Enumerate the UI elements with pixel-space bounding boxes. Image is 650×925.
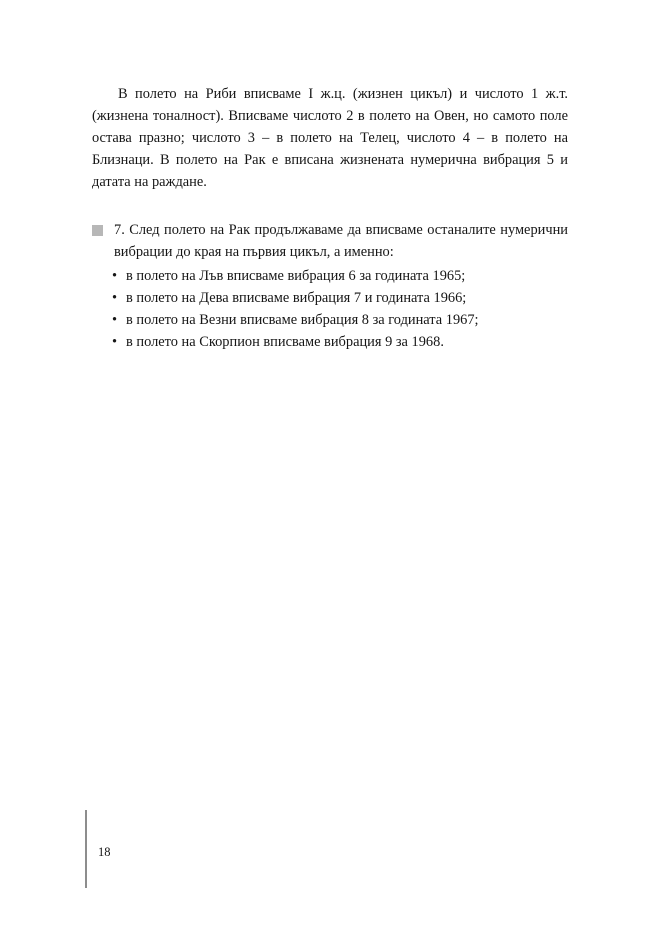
- list-item-label: в полето на Скорпион вписваме вибрация 9 за 1968.: [126, 333, 444, 350]
- list-item-label: в полето на Везни вписваме вибрация 8 за годината 1967;: [126, 312, 479, 329]
- list-item-label: в полето на Лъв вписваме вибрация 6 за годината 1965;: [126, 268, 466, 285]
- bullet-dot-icon: •: [112, 312, 118, 329]
- page-number: 18: [98, 845, 111, 859]
- list-item-label: в полето на Дева вписваме вибрация 7 и годината 1966;: [126, 290, 467, 307]
- bullet-dot-icon: •: [112, 290, 118, 307]
- list-item: [92, 266, 568, 288]
- body-paragraph: В полето на Риби вписваме I ж.ц. (жизнен цикъл) и числото 1 ж.т. (жизнена тоналност). Вписваме числото 2 в полето на Овен, но самото поле остава празно; числото 3 – в полето на Телец, числото 4 – в полето на Близнаци. В полето на Рак е вписана жизнената нумерична вибрация 5 и датата на раждане.: [92, 86, 568, 190]
- bullet-dot-icon: •: [112, 333, 118, 350]
- text-column: [92, 84, 568, 354]
- list-item: [92, 332, 568, 354]
- square-bullet-icon: [92, 225, 103, 236]
- bullet-dot-icon: •: [112, 268, 118, 285]
- bullet-list: [92, 266, 568, 354]
- list-item: [92, 288, 568, 310]
- numbered-paragraph: [92, 220, 568, 264]
- footer-divider: [85, 810, 87, 888]
- list-item: [92, 310, 568, 332]
- numbered-paragraph-text: 7. След полето на Рак продължаваме да вписваме останалите нумерични вибрации до края на първия цикъл, а именно:: [114, 222, 568, 261]
